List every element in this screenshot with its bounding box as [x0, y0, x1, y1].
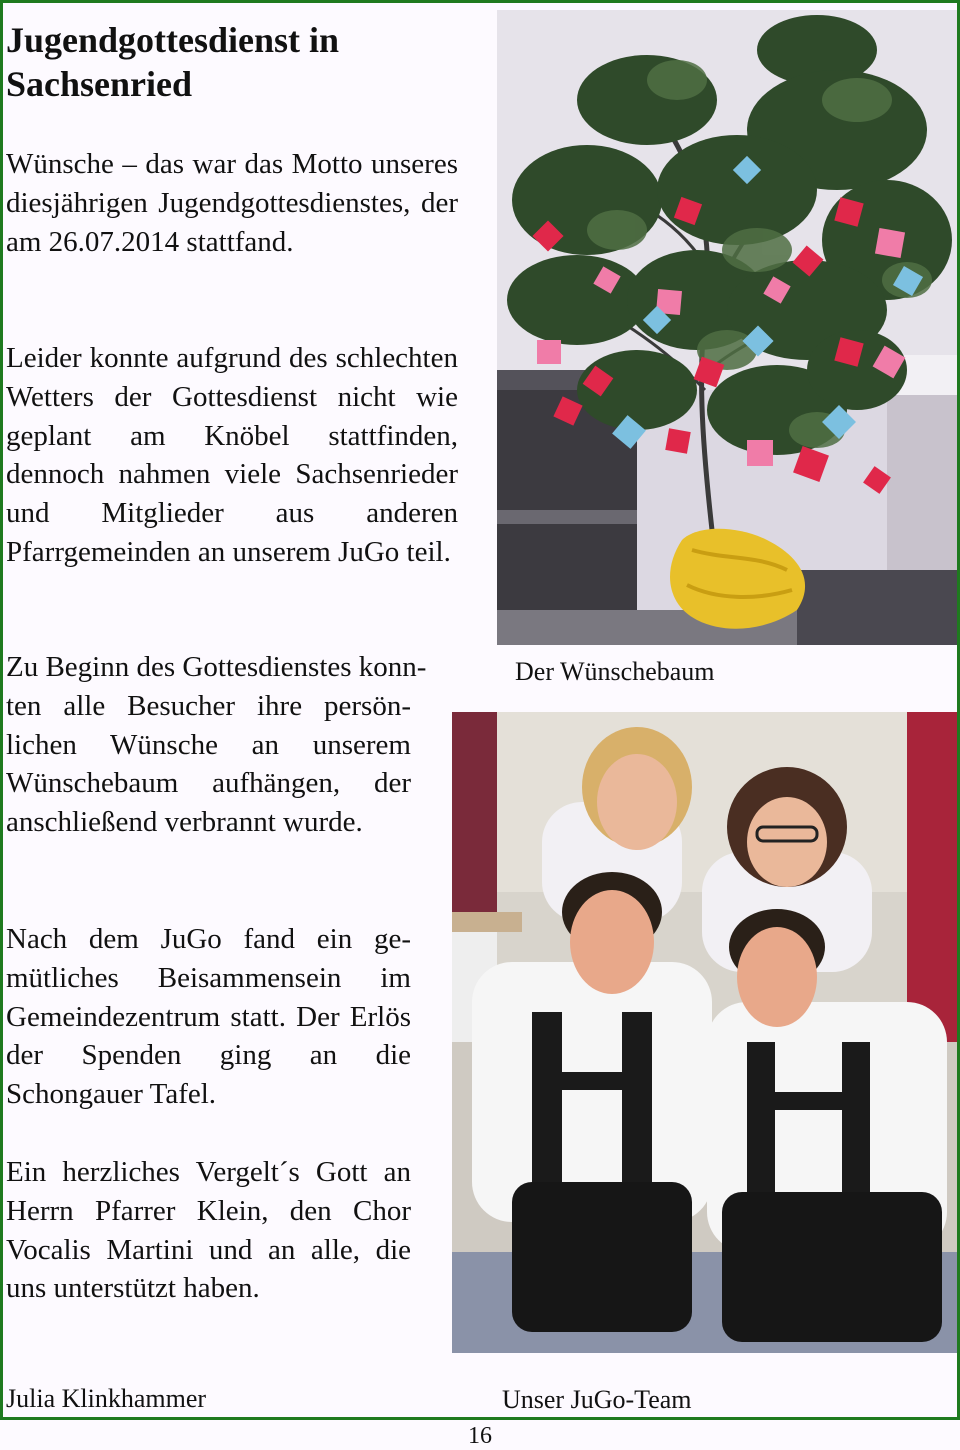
team-photo [452, 712, 957, 1353]
wish-tree-illustration [497, 10, 957, 645]
paragraph-thanks: Ein herzliches Vergelt´s Gott an Herrn Pfarrer Klein, den Chor Vocalis Martini und an alle, die uns unterstützt haben. [6, 1156, 411, 1305]
paragraph-wishes [6, 648, 427, 842]
paragraph-wishes-first-line: Zu Beginn des Gottesdienstes konn- [6, 651, 427, 683]
paragraph-weather: Leider konnte aufgrund des schlechten Wetters der Gottesdienst nicht wie geplant am Knöbel stattfinden, dennoch nahmen viele Sachsenrieder und Mitglieder aus anderen Pfarrgemeinden an unserem JuGo teil. [6, 342, 458, 568]
wish-tree-caption: Der Wünschebaum [515, 657, 715, 686]
page-number: 16 [468, 1423, 492, 1449]
paragraph-wishes-rest: ten alle Besucher ihre persönlichen Wünsche an unserem Wünschebaum aufhängen, der anschließend verbrannt wurde. [6, 689, 411, 839]
author-name: Julia Klinkhammer [6, 1384, 207, 1413]
paragraph-motto: Wünsche – das war das Motto unseres diesjährigen Jugendgottesdienstes, der am 26.07.2014 stattfand. [6, 148, 458, 258]
article-title [6, 18, 476, 106]
title-line-1: Jugendgottesdienst in [6, 20, 340, 60]
wish-tree-photo [497, 10, 957, 645]
team-caption: Unser JuGo-Team [502, 1385, 692, 1414]
team-illustration [452, 712, 957, 1353]
paragraph-gathering: Nach dem JuGo fand ein gemütliches Beisammensein im Gemeindezentrum statt. Der Erlös der Spenden ging an die Schongauer Tafel. [6, 923, 411, 1111]
title-line-2: Sachsenried [6, 64, 193, 104]
